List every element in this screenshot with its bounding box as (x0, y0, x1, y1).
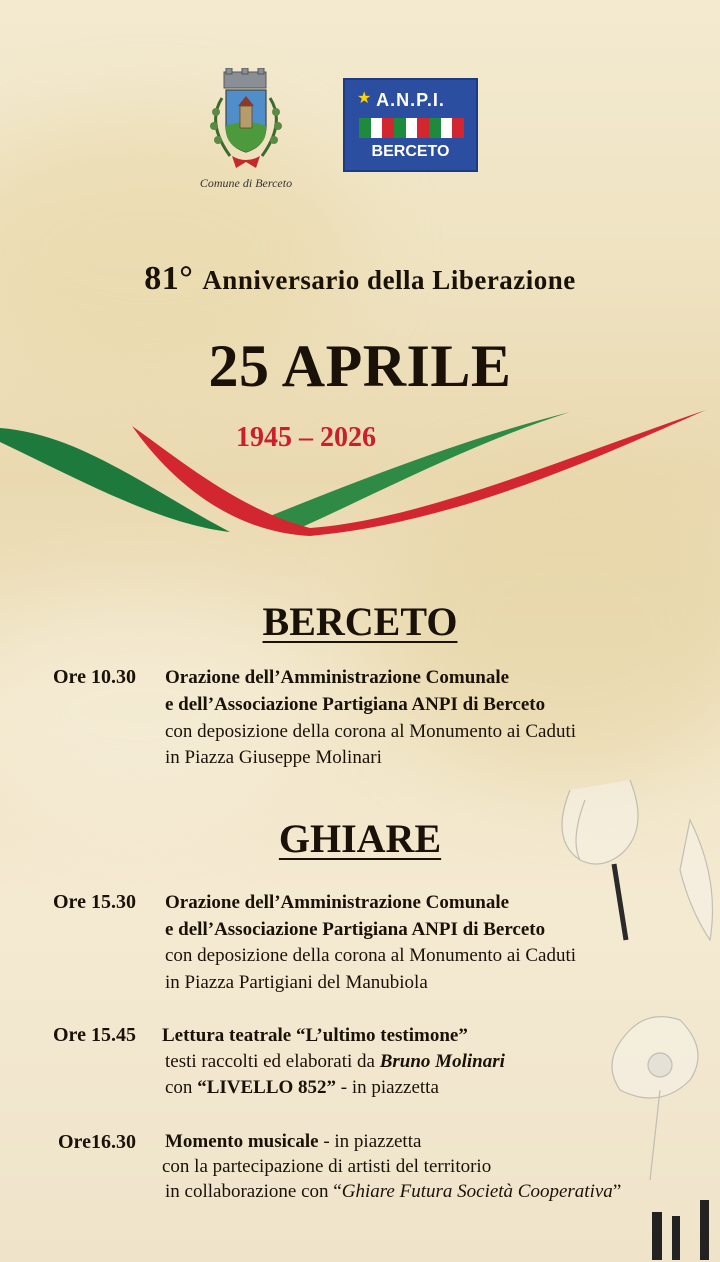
comune-label: Comune di Berceto (199, 176, 293, 190)
years-range: 1945 – 2026 (236, 422, 376, 453)
ghiare-heading: GHIARE (278, 816, 442, 861)
event-time: Ore 10.30 (53, 666, 136, 688)
event-line: in collaborazione con “Ghiare Futura Società Cooperativa” (165, 1181, 622, 1202)
event-time: Ore 15.30 (53, 891, 136, 913)
event-line: in Piazza Partigiani del Manubiola (165, 972, 428, 993)
berceto-heading: BERCETO (262, 599, 458, 644)
event-time: Ore16.30 (58, 1131, 136, 1153)
event-line: con deposizione della corona al Monumento ai Caduti (165, 721, 577, 742)
anpi-name: A.N.P.I. (376, 90, 445, 110)
poppy-illustration-icon (540, 760, 720, 1260)
event-line: Momento musicale - in piazzetta (165, 1131, 422, 1152)
event-line: testi raccolti ed elaborati da Bruno Molinari (165, 1051, 505, 1072)
tricolor-flags-icon (359, 118, 464, 138)
event-line: con “LIVELLO 852” - in piazzetta (165, 1077, 439, 1098)
event-line: e dell’Associazione Partigiana ANPI di Berceto (165, 694, 546, 715)
event-line: con deposizione della corona al Monumento ai Caduti (165, 945, 577, 966)
anniversary-title (0, 260, 720, 298)
event-line: e dell’Associazione Partigiana ANPI di Berceto (165, 919, 546, 940)
date-title: 25 APRILE (208, 333, 512, 399)
anniversary-number: 81° (144, 260, 194, 297)
event-line: in Piazza Giuseppe Molinari (165, 747, 382, 768)
anpi-city: BERCETO (371, 143, 450, 160)
anniversary-text: Anniversario della Liberazione (202, 265, 576, 295)
event-line: Orazione dell’Amministrazione Comunale (165, 667, 510, 688)
event-line: con la partecipazione di artisti del territorio (162, 1156, 492, 1177)
star-icon: ★ (357, 90, 372, 107)
author-name: Bruno Molinari (379, 1051, 505, 1072)
event-line: Orazione dell’Amministrazione Comunale (165, 892, 510, 913)
event-time: Ore 15.45 (53, 1024, 136, 1046)
anpi-logo (343, 78, 478, 172)
event-line: Lettura teatrale “L’ultimo testimone” (162, 1025, 468, 1046)
comune-crest-icon (196, 68, 296, 180)
